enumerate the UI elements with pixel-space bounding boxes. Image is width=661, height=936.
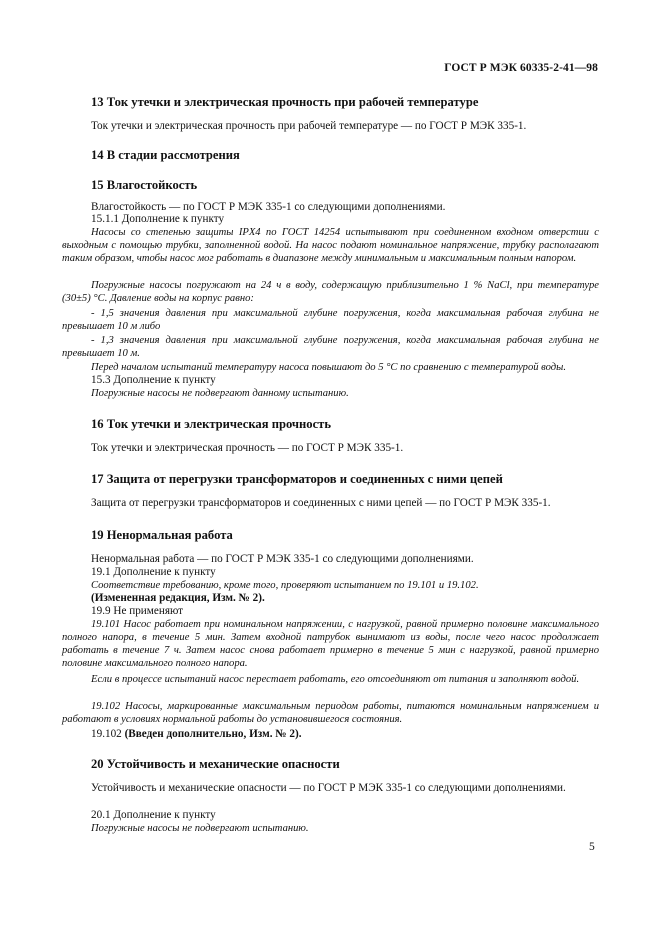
clause-20-1-para: Погружные насосы не подвергают испытанию. — [91, 823, 309, 834]
revision-note-2-number: 19.102 — [91, 728, 122, 740]
clause-15-1-1-para-3: Перед началом испытаний температуру насоса повышают до 5 °С по сравнению с температурой воды. — [91, 362, 566, 373]
clause-19-9: 19.9 Не применяют — [91, 605, 184, 617]
section-15-title: 15 Влагостойкость — [91, 178, 198, 192]
section-13-title: 13 Ток утечки и электрическая прочность при рабочей температуре — [91, 95, 479, 109]
standard-header: ГОСТ Р МЭК 60335-2-41—98 — [444, 62, 598, 74]
clause-19-101-para-2: Если в процессе испытаний насос перестает работать, его отсоединяют от питания и заполняют водой. — [91, 674, 580, 685]
clause-15-3: 15.3 Дополнение к пункту — [91, 374, 216, 386]
section-20-title: 20 Устойчивость и механические опасности — [91, 757, 340, 771]
clause-15-1-1-para-1: Насосы со степенью защиты IPX4 по ГОСТ 14254 испытывают при соединенном входном отверстии с выходным с помощью трубки, заполненной водой. На насос подают номинальное напряжение, трубку располагают таким образом, чтобы насос мог работать в диапазоне между минимальным и максимальным полным напором. — [62, 227, 599, 264]
section-19-intro: Ненормальная работа — по ГОСТ Р МЭК 335-1 со следующими дополнениями. — [91, 553, 474, 565]
section-14-title: 14 В стадии рассмотрения — [91, 148, 240, 162]
list-item-1: - 1,5 значения давления при максимальной глубине погружения, когда максимальная рабочая глубина не превышает 10 м либо — [62, 308, 599, 332]
clause-19-102: 19.102 Насосы, маркированные максимальным периодом работы, питаются номинальным напряжением и работают в условиях нормальной работы до установившегося состояния. — [62, 701, 599, 725]
clause-15-1-1: 15.1.1 Дополнение к пункту — [91, 213, 225, 225]
revision-note-2-text: (Введен дополнительно, Изм. № 2). — [124, 728, 302, 740]
section-20-intro: Устойчивость и механические опасности — по ГОСТ Р МЭК 335-1 со следующими дополнениями. — [91, 782, 566, 794]
list-item-2: - 1,3 значения давления при максимальной глубине погружения, когда максимальная рабочая глубина не превышает 10 м. — [62, 335, 599, 359]
page-number: 5 — [589, 841, 595, 853]
section-16-title: 16 Ток утечки и электрическая прочность — [91, 417, 332, 431]
section-17-text: Защита от перегрузки трансформаторов и соединенных с ними цепей — по ГОСТ Р МЭК 335-1. — [91, 497, 551, 509]
section-16-text: Ток утечки и электрическая прочность — по ГОСТ Р МЭК 335-1. — [91, 442, 404, 454]
revision-note-1: (Измененная редакция, Изм. № 2). — [91, 592, 265, 604]
section-17-title: 17 Защита от перегрузки трансформаторов и соединенных с ними цепей — [91, 472, 503, 486]
section-19-title: 19 Ненормальная работа — [91, 528, 233, 542]
clause-19-101: 19.101 Насос работает при номинальном напряжении, с нагрузкой, равной примерно половине максимального полного напора, в течение 5 мин. Затем входной патрубок вынимают из воды, после чего насос продолжает работать в течение 7 ч. Затем насос снова работает примерно в течение 5 мин с нагрузкой, равной примерно половине максимального полного напора. — [62, 619, 599, 669]
clause-19-1-compliance: Соответствие требованию, кроме того, проверяют испытанием по 19.101 и 19.102. — [91, 580, 479, 591]
clause-20-1: 20.1 Дополнение к пункту — [91, 809, 216, 821]
clause-15-1-1-para-2: Погружные насосы погружают на 24 ч в воду, содержащую приблизительно 1 % NaCl, при температуре (30±5) °С. Давление воды на корпус равно: — [62, 280, 599, 304]
clause-15-3-para: Погружные насосы не подвергают данному испытанию. — [91, 388, 349, 399]
section-13-text: Ток утечки и электрическая прочность при рабочей температуре — по ГОСТ Р МЭК 335-1. — [91, 120, 527, 132]
revision-note-2 — [91, 728, 302, 741]
clause-19-1: 19.1 Дополнение к пункту — [91, 566, 216, 578]
section-15-intro: Влагостойкость — по ГОСТ Р МЭК 335-1 со следующими дополнениями. — [91, 201, 446, 213]
